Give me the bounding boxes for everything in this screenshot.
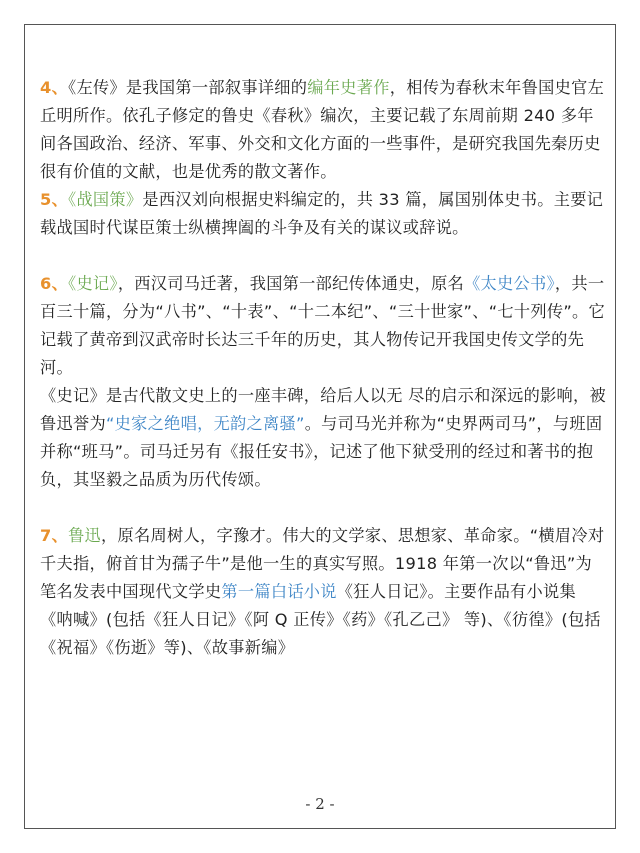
item-6	[40, 270, 608, 382]
item-5	[40, 186, 608, 242]
highlight-text: 编年史著作	[307, 78, 390, 97]
document-body	[40, 74, 608, 662]
item-number: 4、	[40, 78, 69, 97]
page-number: - 2 -	[305, 795, 335, 813]
highlight-text: 《战国策》	[68, 190, 143, 209]
item-text: ，共一百三十篇，分为“八书”、“十表”、“十二本纪”、“三十世家”、“七十列传”。它记载了黄帝到汉武帝时长达三千年的历史，其人物传记开我国史传文学的先河。	[40, 274, 605, 377]
highlight-text: 《史记》	[68, 274, 118, 293]
paragraph-gap	[40, 494, 608, 522]
item-text: ，相传为春秋末年鲁国史官左丘明所作。依孔子修定的鲁史《春秋》编次，主要记载了东周前期 240 多年间各国政治、经济、军事、外交和文化方面的一些事件，是研究我国先秦历史很有价值的文献，也是优秀的散文著作。	[40, 78, 605, 181]
item-text: 《史记》是古代散文史上的一座丰碑，给后人以无 尽的启示和深远的影响，被鲁迅誉为	[40, 386, 607, 433]
item-text: 。与司马光并称为“史界两司马”，与班固并称“班马”。司马迁另有《报任安书》，记述了他下狱受刑的经过和著书的抱负，其坚毅之品质为历代传颂。	[40, 414, 603, 489]
item-text: ，原名周树人，字豫才。伟大的文学家、思想家、革命家。“横眉冷对千夫指，俯首甘为孺子牛”是他一生的真实写照。1918 年第一次以“鲁迅”为笔名发表中国现代文学史	[40, 526, 605, 601]
item-text: 《左传》是我国第一部叙事详细的	[68, 78, 308, 97]
item-7	[40, 522, 608, 662]
item-text: ，西汉司马迁著，我国第一部纪传体通史，原名	[117, 274, 465, 293]
item-number: 7、	[40, 526, 69, 545]
highlight-text: “史家之绝唱，无韵之离骚”	[105, 414, 305, 433]
item-number: 6、	[40, 274, 69, 293]
item-4	[40, 74, 608, 186]
item-6-continued	[40, 382, 608, 494]
highlight-text: 鲁迅	[68, 526, 102, 545]
highlight-text: 《太史公书》	[464, 274, 555, 293]
paragraph-gap	[40, 242, 608, 270]
highlight-text: 第一篇白话小说	[221, 582, 337, 601]
item-number: 5、	[40, 190, 69, 209]
item-text: 《狂人日记》。主要作品有小说集《呐喊》(包括《狂人日记》《阿 Q 正传》《药》《孔乙己》 等)、《彷徨》(包括《祝福》《伤逝》等)、《故事新编》	[40, 582, 601, 657]
item-text: 是西汉刘向根据史料编定的，共 33 篇，属国别体史书。主要记载战国时代谋臣策士纵横捭阖的斗争及有关的谋议或辞说。	[40, 190, 604, 237]
